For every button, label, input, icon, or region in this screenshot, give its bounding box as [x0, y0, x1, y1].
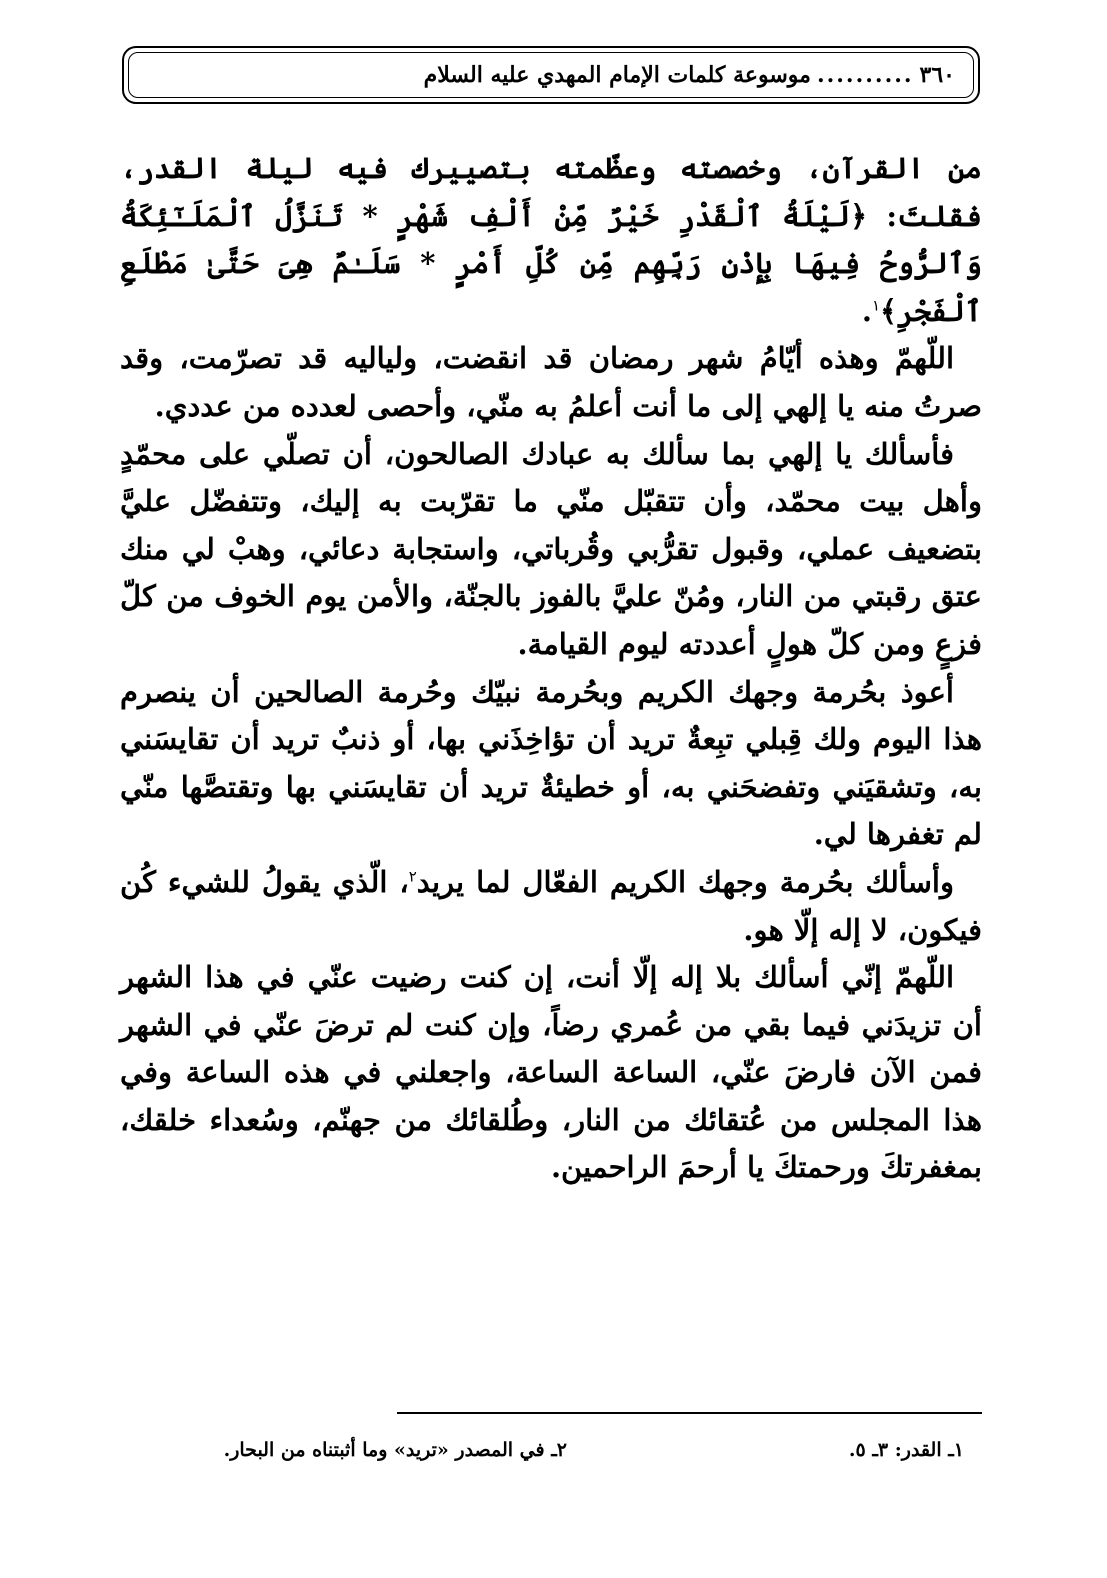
paragraph-1	[120, 145, 982, 335]
footnote-2: ٢ـ في المصدر «تريد» وما أثبتناه من البحار.	[223, 1439, 567, 1461]
paragraph-3: فأسألك يا إلهي بما سألك به عبادك الصالحون، أن تصلّي على محمّدٍ وأهل بيت محمّد، وأن تتقبّل منّي ما تقرّبت به إليك، وتتفضّل عليَّ بتضعيف عملي، وقبول تقرُّبي وقُرباتي، واستجابة دعائي، وهبْ لي منك عتق رقبتي من النار، ومُنّ عليَّ بالفوز بالجنّة، والأمن يوم الخوف من كلّ فزعٍ ومن كلّ هولٍ أعددته ليوم القيامة.	[120, 436, 982, 661]
paragraph-5-part-b: ، الّذي يقولُ للشيء كُن فيكون، لا إله إلّا هو.	[120, 864, 982, 947]
paragraph-5-part-a: وأسألك بحُرمة وجهك الكريم الفعّال لما يريد	[416, 864, 954, 899]
paragraph-1-text: من القرآن، وخصصته وعظّمته بتصييرك فيه ليلة القدر، فقلتَ:	[120, 151, 982, 233]
footnotes	[120, 1432, 982, 1468]
quran-verse: ﴿لَيْلَةُ ٱلْقَدْرِ خَيْرٌ مِّنْ أَلْفِ شَهْرٍ * تَنَزَّلُ ٱلْمَلَـٰٓئِكَةُ وَٱلرُّوحُ فِيهَا بِإِذْنِ رَبِّهِم مِّن كُلِّ أَمْرٍ * سَلَـٰمٌ هِىَ حَتَّىٰ مَطْلَعِ ٱلْفَجْرِ﴾	[120, 198, 982, 328]
page-number: ٣٦٠	[919, 62, 955, 88]
running-header	[122, 46, 980, 104]
main-text	[120, 145, 982, 1192]
footnote-ref-2: ٢	[408, 867, 417, 886]
paragraph-6: اللّهمّ إنّي أسألك بلا إله إلّا أنت، إن كنت رضيت عنّي في هذا الشهر أن تزيدَني فيما بقي من عُمري رضاً، وإن كنت لم ترضَ عنّي في الشهر فمن الآن فارضَ عنّي، الساعة الساعة، واجعلني في هذه الساعة وفي هذا المجلس من عُتقائك من النار، وطُلقائك من جهنّم، وسُعداء خلقك، بمغفرتكَ ورحمتكَ يا أرحمَ الراحمين.	[120, 960, 982, 1185]
paragraph-2: اللّهمّ وهذه أيّامُ شهر رمضان قد انقضت، ولياليه قد تصرّمت، وقد صرتُ منه يا إلهي إلى ما أنت أعلمُ به منّي، وأحصى لعدده من عددي.	[120, 341, 982, 423]
header-leader-dots: ..........	[816, 62, 914, 88]
book-title: موسوعة كلمات الإمام المهدي عليه السلام	[423, 62, 811, 88]
footnote-separator	[397, 1412, 982, 1414]
paragraph-5	[120, 859, 982, 954]
footnote-ref-1: ١	[871, 296, 881, 315]
footnote-1: ١ـ القدر: ٣ـ ٥.	[848, 1439, 964, 1461]
paragraph-1-end: .	[861, 293, 872, 328]
paragraph-4: أعوذ بحُرمة وجهك الكريم وبحُرمة نبيّك وحُرمة الصالحين أن ينصرم هذا اليوم ولك قِبلي تبِعةٌ تريد أن تؤاخِذَني بها، أو ذنبٌ تريد أن تقايسَني به، وتشقيَني وتفضحَني به، أو خطيئةٌ تريد أن تقايسَني بها وتقتصَّها منّي لم تغفرها لي.	[120, 674, 982, 852]
running-header-inner	[128, 52, 974, 98]
